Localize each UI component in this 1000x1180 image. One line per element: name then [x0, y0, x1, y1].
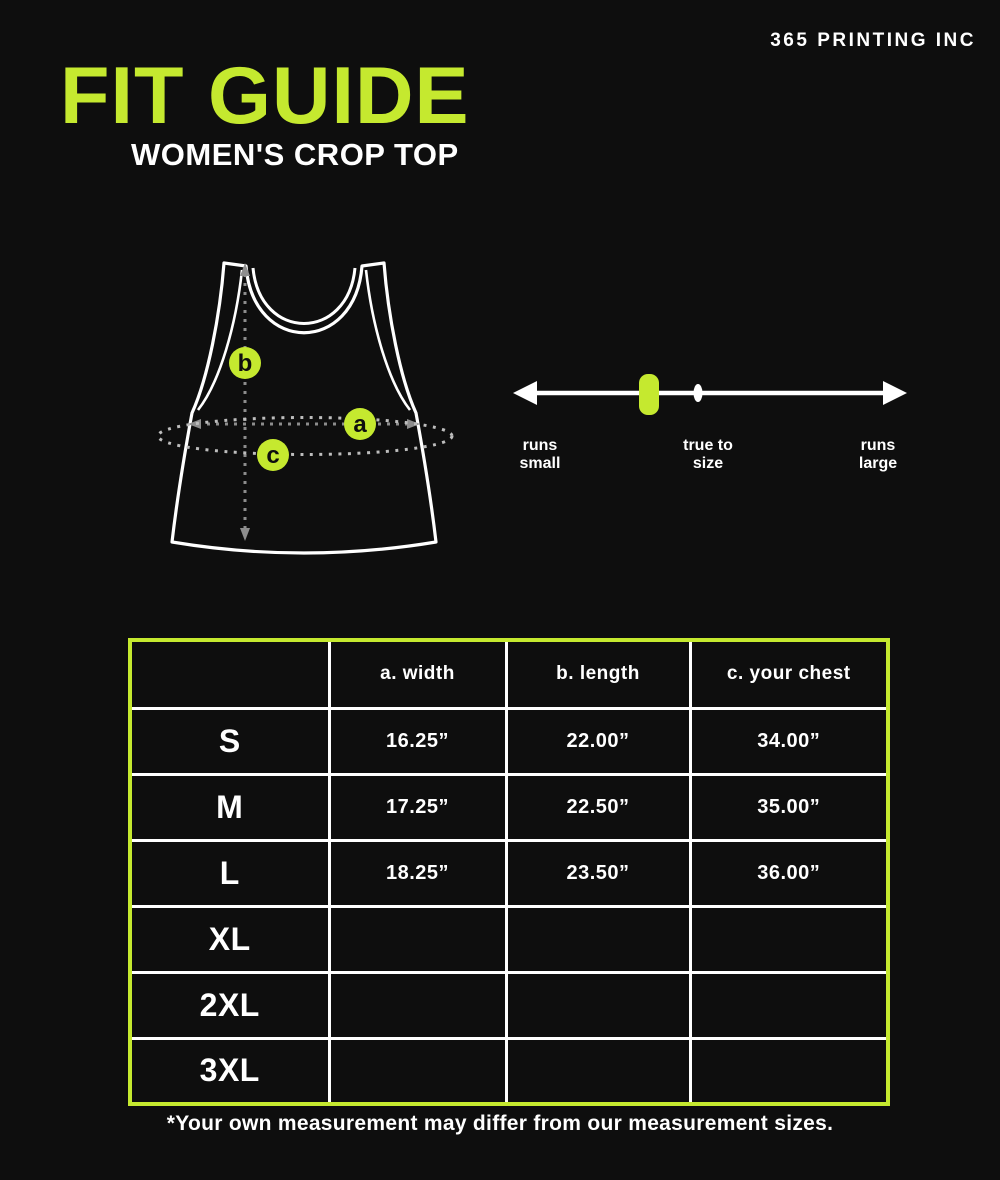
- size-table: [128, 638, 890, 1106]
- size-label: S: [130, 708, 329, 774]
- crop-top-diagram: [120, 230, 500, 560]
- chest-value: 35.00”: [690, 774, 888, 840]
- chest-value: [690, 906, 888, 972]
- table-row-s: [130, 708, 888, 774]
- chest-value: 34.00”: [690, 708, 888, 774]
- measurement-disclaimer: *Your own measurement may differ from our measurement sizes.: [166, 1112, 834, 1135]
- fit-scale-label-true-to-size: true to size: [683, 437, 733, 472]
- page-subtitle: WOMEN'S CROP TOP: [131, 137, 459, 172]
- shirt-outline-icon: [172, 263, 436, 553]
- fit-scale-arrow-left-icon: [513, 381, 537, 405]
- table-row-l: [130, 840, 888, 906]
- length-arrow-bottom-icon: [240, 528, 250, 541]
- length-value: [506, 972, 690, 1038]
- fit-scale-arrow-right-icon: [883, 381, 907, 405]
- width-value: [329, 906, 506, 972]
- chest-value: 36.00”: [690, 840, 888, 906]
- neckline-inner-icon: [253, 268, 355, 324]
- size-label: 3XL: [130, 1038, 329, 1104]
- fit-scale-center-mark: [694, 384, 703, 402]
- size-table-header-row: [130, 640, 888, 708]
- column-header-chest: c. your chest: [690, 640, 888, 708]
- page-title: FIT GUIDE: [60, 51, 470, 141]
- length-value: 22.50”: [506, 774, 690, 840]
- width-value: [329, 1038, 506, 1104]
- length-value: 23.50”: [506, 840, 690, 906]
- width-value: [329, 972, 506, 1038]
- marker-a: [344, 408, 376, 440]
- column-header-width: a. width: [329, 640, 506, 708]
- marker-c-label: c: [266, 442, 280, 469]
- size-label: L: [130, 840, 329, 906]
- width-value: 18.25”: [329, 840, 506, 906]
- column-header-length: b. length: [506, 640, 690, 708]
- length-value: 22.00”: [506, 708, 690, 774]
- fit-scale-label-runs-small: runs small: [519, 437, 561, 472]
- size-label: 2XL: [130, 972, 329, 1038]
- fit-scale: [500, 350, 920, 440]
- brand-text: 365 PRINTING INC: [770, 30, 976, 51]
- width-value: 16.25”: [329, 708, 506, 774]
- fit-scale-label-runs-large: runs large: [858, 437, 898, 472]
- length-value: [506, 1038, 690, 1104]
- table-row-m: [130, 774, 888, 840]
- fit-scale-indicator: [639, 374, 659, 415]
- table-row-2xl: [130, 972, 888, 1038]
- length-value: [506, 906, 690, 972]
- table-row-3xl: [130, 1038, 888, 1104]
- marker-c: [257, 439, 289, 471]
- marker-b: [229, 347, 261, 379]
- column-header-size: [130, 640, 329, 708]
- table-row-xl: [130, 906, 888, 972]
- size-label: XL: [130, 906, 329, 972]
- width-value: 17.25”: [329, 774, 506, 840]
- size-label: M: [130, 774, 329, 840]
- marker-b-label: b: [237, 350, 253, 377]
- marker-a-label: a: [353, 411, 367, 438]
- chest-value: [690, 972, 888, 1038]
- chest-value: [690, 1038, 888, 1104]
